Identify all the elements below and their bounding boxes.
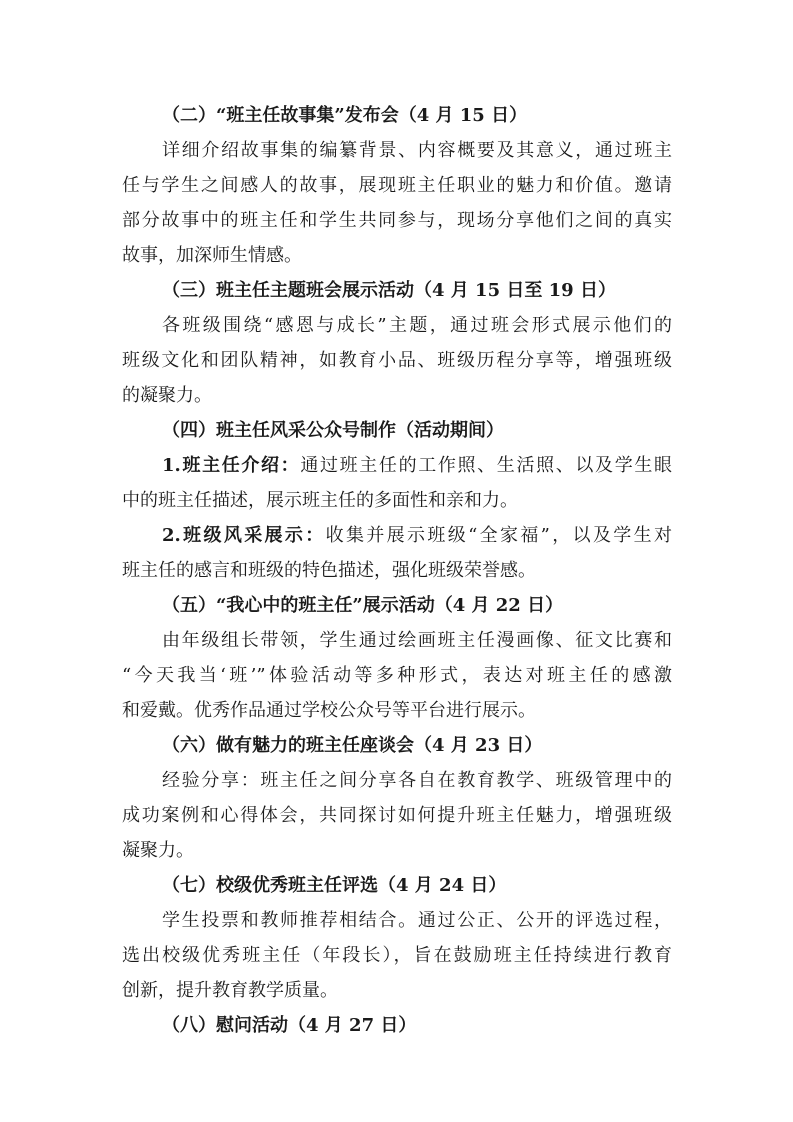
section-heading: （二）“班主任故事集”发布会（4 月 15 日）	[162, 105, 528, 126]
item-text: 通过班主任的工作照、生活照、以及学生眼	[300, 455, 672, 476]
list-item	[122, 448, 672, 483]
document-page	[122, 98, 672, 1043]
paragraph-line: “今天我当‘班’”体验活动等多种形式，表达对班主任的感激	[122, 665, 672, 686]
list-item	[122, 518, 672, 553]
paragraph-line: 成功案例和心得体会，共同探讨如何提升班主任魅力，增强班级	[122, 805, 672, 826]
item-label: 2.班级风采展示：	[162, 525, 326, 546]
paragraph-line: 部分故事中的班主任和学生共同参与，现场分享他们之间的真实	[122, 210, 672, 231]
paragraph-line: 学生投票和教师推荐相结合。通过公正、公开的评选过程，	[162, 910, 672, 931]
paragraph-line: 创新，提升教育教学质量。	[122, 980, 338, 1001]
paragraph-line: 和爱戴。优秀作品通过学校公众号等平台进行展示。	[122, 700, 536, 721]
paragraph-line: 选出校级优秀班主任（年段长），旨在鼓励班主任持续进行教育	[122, 945, 672, 966]
section-heading: （七）校级优秀班主任评选（4 月 24 日）	[162, 875, 507, 896]
section-heading: （四）班主任风采公众号制作（活动期间）	[162, 420, 504, 441]
section-heading: （五）“我心中的班主任”展示活动（4 月 22 日）	[162, 595, 564, 616]
paragraph-line: 各班级围绕“感恩与成长”主题，通过班会形式展示他们的	[162, 315, 672, 336]
paragraph-line: 班级文化和团队精神，如教育小品、班级历程分享等，增强班级	[122, 350, 672, 371]
paragraph-line: 的凝聚力。	[122, 385, 212, 406]
paragraph-line: 任与学生之间感人的故事，展现班主任职业的魅力和价值。邀请	[122, 175, 672, 196]
paragraph-line: 故事，加深师生情感。	[122, 245, 302, 266]
item-label: 1.班主任介绍：	[162, 455, 301, 476]
section-heading: （六）做有魅力的班主任座谈会（4 月 23 日）	[162, 735, 543, 756]
paragraph-line: 由年级组长带领，学生通过绘画班主任漫画像、征文比赛和	[162, 630, 672, 651]
paragraph-line: 经验分享：班主任之间分享各自在教育教学、班级管理中的	[162, 770, 672, 791]
section-heading: （八）慰问活动（4 月 27 日）	[162, 1015, 417, 1036]
paragraph-line: 中的班主任描述，展示班主任的多面性和亲和力。	[122, 490, 518, 511]
paragraph-line: 班主任的感言和班级的特色描述，强化班级荣誉感。	[122, 560, 536, 581]
item-text: 收集并展示班级“全家福”，以及学生对	[325, 525, 672, 546]
section-heading: （三）班主任主题班会展示活动（4 月 15 日至 19 日）	[162, 280, 616, 301]
paragraph-line: 详细介绍故事集的编纂背景、内容概要及其意义，通过班主	[162, 140, 672, 161]
paragraph-line: 凝聚力。	[122, 840, 194, 861]
